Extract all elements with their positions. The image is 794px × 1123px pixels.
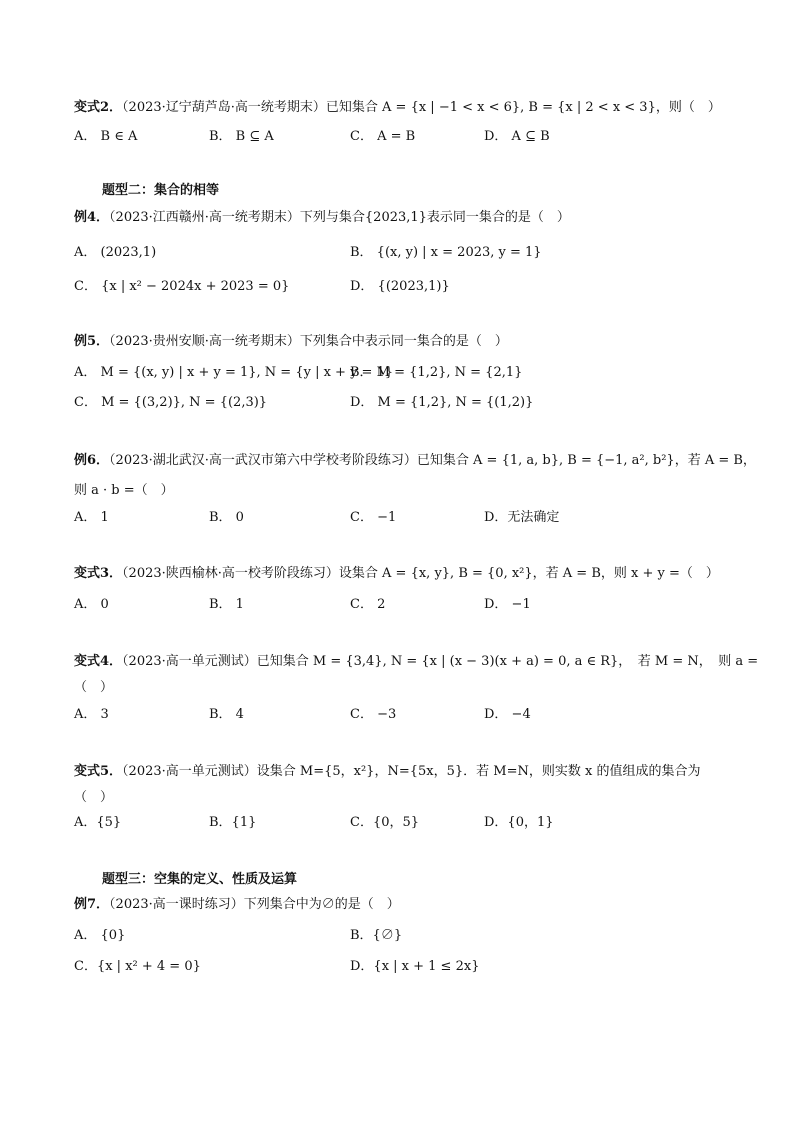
options-row bbox=[74, 242, 734, 264]
option-b[interactable]: B． 0 bbox=[209, 510, 244, 525]
options-row bbox=[74, 925, 734, 947]
option-d[interactable]: D． A ⊆ B bbox=[484, 129, 550, 144]
question-stem: （2023·贵州安顺·高一统考期末）下列集合中表示同一集合的是（ ） bbox=[109, 334, 508, 349]
option-a[interactable]: A． (2023,1) bbox=[74, 245, 157, 260]
options-row bbox=[74, 507, 734, 529]
question-variant-2 bbox=[74, 98, 734, 148]
option-c[interactable]: C． A = B bbox=[350, 129, 416, 144]
option-d[interactable]: D． {(2023,1)} bbox=[350, 279, 450, 294]
question-stem: （2023·高一单元测试）已知集合 M = {3,4}, N = {x | (x − 3)(x + a) = 0, a ∈ R}， 若 M = N， 则 a = bbox=[122, 654, 759, 669]
question-label: 例6． bbox=[74, 453, 110, 468]
question-variant-4 bbox=[74, 652, 759, 726]
option-a[interactable]: A． B ∈ A bbox=[74, 129, 138, 144]
options-row bbox=[74, 392, 734, 414]
option-c[interactable]: C． −1 bbox=[350, 510, 397, 525]
question-stem: （2023·陕西榆林·高一校考阶段练习）设集合 A = {x, y}, B = {0, x²}，若 A = B，则 x + y =（ ） bbox=[122, 566, 719, 581]
options-row bbox=[74, 812, 734, 834]
options-row bbox=[74, 956, 734, 978]
option-b[interactable]: B． B ⊆ A bbox=[209, 129, 274, 144]
question-example-6 bbox=[74, 451, 756, 529]
options-row bbox=[74, 362, 734, 384]
question-stem: （2023·高一课时练习）下列集合中为∅的是（ ） bbox=[109, 897, 400, 912]
question-label: 例7． bbox=[74, 897, 110, 912]
question-example-4 bbox=[74, 208, 734, 298]
option-d[interactable]: D． −4 bbox=[484, 707, 531, 722]
option-d[interactable]: D．{x | x + 1 ≤ 2x} bbox=[350, 959, 480, 974]
question-label: 变式5． bbox=[74, 764, 123, 779]
option-c[interactable]: C． 2 bbox=[350, 597, 386, 612]
question-stem: （2023·辽宁葫芦岛·高一统考期末）已知集合 A = {x | −1 < x < 6}, B = {x | 2 < x < 3}，则（ ） bbox=[122, 100, 721, 115]
question-stem: （2023·江西赣州·高一统考期末）下列与集合{2023,1}表示同一集合的是（ ） bbox=[109, 210, 570, 225]
options-row bbox=[74, 704, 734, 726]
option-d[interactable]: D． −1 bbox=[484, 597, 531, 612]
question-example-5 bbox=[74, 332, 734, 414]
option-a[interactable]: A． 3 bbox=[74, 707, 109, 722]
option-b[interactable]: B． M = {1,2}, N = {2,1} bbox=[350, 365, 523, 380]
option-c[interactable]: C． −3 bbox=[350, 707, 397, 722]
option-a[interactable]: A． 0 bbox=[74, 597, 109, 612]
section-heading: 题型二：集合的相等 bbox=[102, 183, 220, 198]
option-d[interactable]: D．{0，1} bbox=[484, 815, 554, 830]
question-stem-continued: 则 a · b =（ ） bbox=[74, 483, 174, 498]
question-label: 变式3． bbox=[74, 566, 123, 581]
question-stem-continued: （ ） bbox=[74, 680, 114, 695]
question-stem: （2023·湖北武汉·高一武汉市第六中学校考阶段练习）已知集合 A = {1, a, b}, B = {−1, a², b²}，若 A = B， bbox=[109, 453, 756, 468]
option-a[interactable]: A． M = {(x, y) | x + y = 1}, N = {y | x + y = 1} bbox=[74, 365, 394, 380]
options-row bbox=[74, 126, 734, 148]
question-label: 变式2． bbox=[74, 100, 123, 115]
option-b[interactable]: B．{1} bbox=[209, 815, 257, 830]
question-example-7 bbox=[74, 895, 734, 978]
option-b[interactable]: B．{∅} bbox=[350, 928, 403, 943]
option-a[interactable]: A． 1 bbox=[74, 510, 109, 525]
question-label: 例5． bbox=[74, 334, 110, 349]
option-a[interactable]: A． {0} bbox=[74, 928, 126, 943]
options-row bbox=[74, 276, 734, 298]
question-variant-5 bbox=[74, 762, 734, 834]
option-b[interactable]: B． 4 bbox=[209, 707, 244, 722]
question-label: 变式4． bbox=[74, 654, 123, 669]
question-variant-3 bbox=[74, 564, 734, 616]
option-c[interactable]: C． M = {(3,2)}, N = {(2,3)} bbox=[74, 395, 268, 410]
option-d[interactable]: D． M = {1,2}, N = {(1,2)} bbox=[350, 395, 534, 410]
options-row bbox=[74, 594, 734, 616]
option-a[interactable]: A．{5} bbox=[74, 815, 122, 830]
section-heading: 题型三：空集的定义、性质及运算 bbox=[102, 872, 298, 887]
option-c[interactable]: C． {x | x² − 2024x + 2023 = 0} bbox=[74, 279, 290, 294]
question-stem-continued: （ ） bbox=[74, 790, 114, 805]
option-b[interactable]: B． 1 bbox=[209, 597, 244, 612]
question-stem: （2023·高一单元测试）设集合 M={5，x²}，N={5x，5}．若 M=N，则实数 x 的值组成的集合为 bbox=[122, 764, 701, 779]
question-label: 例4． bbox=[74, 210, 110, 225]
option-d[interactable]: D．无法确定 bbox=[484, 510, 560, 525]
option-c[interactable]: C．{0，5} bbox=[350, 815, 420, 830]
option-b[interactable]: B． {(x, y) | x = 2023, y = 1} bbox=[350, 245, 542, 260]
option-c[interactable]: C．{x | x² + 4 = 0} bbox=[74, 959, 201, 974]
